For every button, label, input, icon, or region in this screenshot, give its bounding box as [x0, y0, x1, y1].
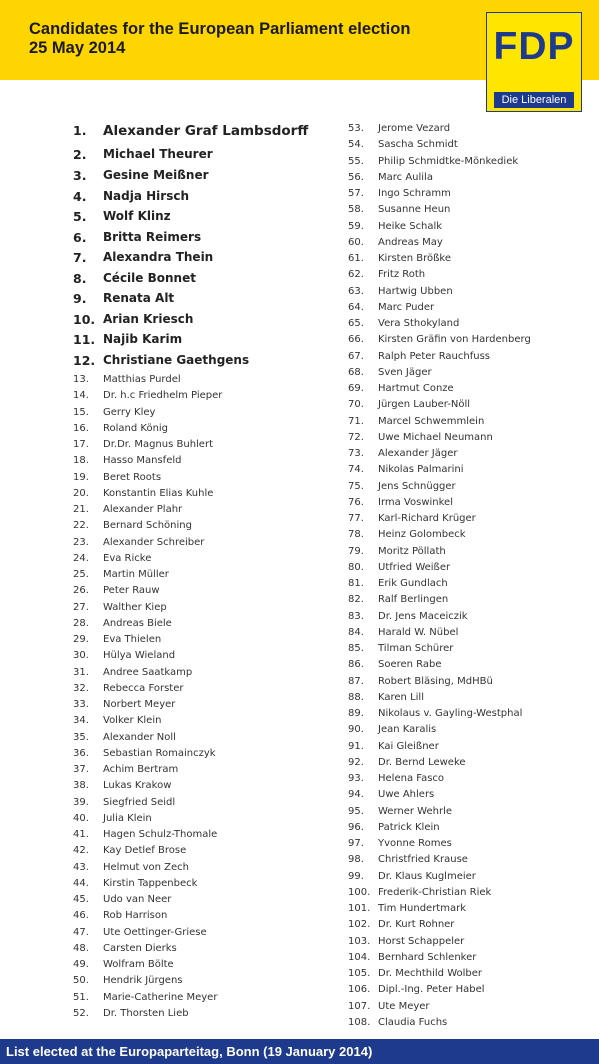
candidate-number: 19.: [73, 471, 89, 483]
candidate-number: 46.: [73, 910, 89, 922]
title-line-2: 25 May 2014: [29, 39, 126, 57]
candidate-number: 32.: [73, 682, 89, 694]
candidate-name: Ute Meyer: [378, 1000, 430, 1012]
candidate-name: Alexander Plahr: [103, 504, 183, 515]
candidate-name: Eva Thielen: [103, 634, 162, 645]
candidate-name: Hülya Wieland: [103, 650, 176, 662]
candidate-name: Udo van Neer: [103, 894, 172, 905]
candidate-number: 88.: [348, 691, 364, 703]
candidate-number: 69.: [348, 383, 364, 394]
candidate-number: 108.: [348, 1016, 371, 1028]
candidate-number: 11.: [73, 332, 96, 347]
candidate-name: Hagen Schulz-Thomale: [103, 829, 218, 840]
candidate-name: Dr. Bernd Leweke: [378, 756, 466, 768]
candidate-name: Alexander Schreiber: [103, 536, 205, 548]
candidate-number: 77.: [348, 513, 364, 524]
candidate-name: Bernard Schöning: [103, 520, 192, 532]
candidate-number: 26.: [73, 585, 89, 597]
candidate-number: 29.: [73, 634, 89, 645]
candidate-name: Peter Rauw: [103, 585, 160, 597]
candidate-number: 97.: [348, 838, 364, 849]
candidate-number: 60.: [348, 236, 364, 248]
candidate-name: Yvonne Romes: [378, 838, 452, 849]
candidate-number: 81.: [348, 578, 364, 589]
candidate-number: 49.: [73, 959, 89, 970]
candidate-name: Moritz Pöllath: [378, 545, 446, 557]
candidate-name: Marcel Schwemmlein: [378, 415, 485, 427]
candidate-name: Frederik-Christian Riek: [378, 886, 492, 898]
candidate-number: 20.: [73, 487, 89, 499]
candidate-name: Dr.Dr. Magnus Buhlert: [103, 439, 213, 450]
candidate-name: Jean Karalis: [378, 724, 437, 736]
candidate-number: 6.: [73, 230, 87, 245]
candidate-number: 10.: [73, 312, 96, 327]
candidate-name: Norbert Meyer: [103, 699, 176, 710]
candidate-name: Hartmut Conze: [378, 383, 454, 394]
candidate-number: 105.: [348, 968, 371, 979]
candidate-name: Vera Sthokyland: [378, 318, 460, 329]
candidate-number: 54.: [348, 139, 364, 151]
candidate-name: Susanne Heun: [378, 204, 451, 216]
candidate-name: Tilman Schürer: [378, 643, 454, 654]
candidate-name: Patrick Klein: [378, 821, 440, 833]
candidate-name: Roland König: [103, 422, 169, 434]
candidate-number: 38.: [73, 780, 89, 792]
fdp-logo: [486, 12, 582, 112]
candidate-name: Gesine Meißner: [103, 168, 209, 182]
candidate-name: Siegfried Seidl: [103, 796, 176, 808]
candidate-name: Soeren Rabe: [378, 659, 442, 671]
candidate-name: Kay Detlef Brose: [103, 845, 187, 857]
candidate-number: 75.: [348, 480, 364, 492]
candidate-number: 71.: [348, 415, 364, 427]
candidate-number: 39.: [73, 796, 89, 808]
candidate-name: Arian Kriesch: [103, 312, 194, 326]
candidate-name: Kirsten Gräfin von Hardenberg: [378, 334, 531, 346]
candidate-name: Martin Müller: [103, 569, 169, 580]
candidate-number: 56.: [348, 171, 364, 183]
candidate-name: Beret Roots: [103, 471, 162, 483]
candidate-number: 78.: [348, 529, 364, 541]
candidate-name: Robert Bläsing, MdHBü: [378, 675, 493, 687]
candidate-name: Karen Lill: [378, 691, 424, 703]
candidate-name: Jürgen Lauber-Nöll: [378, 399, 471, 411]
candidate-name: Carsten Dierks: [103, 942, 177, 954]
candidate-name: Achim Bertram: [103, 764, 179, 775]
candidate-name: Nikolas Palmarini: [378, 464, 464, 476]
candidate-name: Kirsten Brößke: [378, 253, 452, 264]
candidate-number: 64.: [348, 301, 364, 313]
candidate-number: 65.: [348, 318, 364, 329]
candidate-name: Helena Fasco: [378, 773, 445, 784]
candidate-number: 96.: [348, 821, 364, 833]
footer-bar: [0, 1039, 599, 1064]
candidate-number: 100.: [348, 886, 371, 898]
candidate-number: 33.: [73, 699, 89, 710]
candidate-number: 66.: [348, 334, 364, 346]
candidate-name: Alexandra Thein: [103, 250, 214, 264]
candidate-name: Ingo Schramm: [378, 188, 451, 199]
candidate-name: Alexander Jäger: [378, 448, 458, 459]
candidate-name: Bernhard Schlenker: [378, 951, 477, 963]
candidate-number: 25.: [73, 569, 89, 580]
candidate-name: Ute Oettinger-Griese: [103, 926, 207, 938]
candidate-number: 84.: [348, 626, 364, 638]
candidate-name: Renata Alt: [103, 291, 175, 305]
candidate-name: Christfried Krause: [378, 854, 468, 866]
candidate-name: Gerry Kley: [103, 406, 156, 418]
candidate-number: 82.: [348, 594, 364, 606]
candidate-number: 79.: [348, 545, 364, 557]
candidate-number: 2.: [73, 147, 87, 162]
footer-note: List elected at the Europaparteitag, Bonn (19 January 2014): [6, 1044, 373, 1059]
candidate-number: 51.: [73, 991, 89, 1003]
candidate-name: Rob Harrison: [103, 910, 168, 922]
candidate-number: 30.: [73, 650, 89, 662]
candidate-number: 102.: [348, 919, 371, 931]
candidate-name: Horst Schappeler: [378, 935, 465, 947]
candidate-name: Andreas Biele: [103, 617, 172, 629]
candidate-number: 74.: [348, 464, 364, 476]
candidate-number: 44.: [73, 877, 89, 889]
logo-tagline: Die Liberalen: [494, 92, 574, 108]
candidate-number: 28.: [73, 617, 89, 629]
candidate-number: 16.: [73, 422, 89, 434]
candidate-name: Rebecca Forster: [103, 682, 184, 694]
candidate-number: 9.: [73, 291, 87, 306]
candidate-number: 21.: [73, 504, 89, 515]
candidate-name: Dr. Jens Maceiczik: [378, 610, 468, 622]
candidate-name: Dr. Kurt Rohner: [378, 919, 455, 931]
candidate-number: 90.: [348, 724, 364, 736]
candidate-name: Eva Ricke: [103, 552, 152, 564]
candidate-name: Andreas May: [378, 236, 443, 248]
candidate-number: 94.: [348, 789, 364, 801]
candidate-name: Helmut von Zech: [103, 861, 190, 873]
candidate-number: 53.: [348, 123, 364, 134]
candidate-number: 3.: [73, 168, 87, 183]
candidate-number: 99.: [348, 870, 364, 882]
candidate-name: Konstantin Elias Kuhle: [103, 487, 214, 499]
candidate-name: Christiane Gaethgens: [103, 353, 250, 367]
candidate-number: 48.: [73, 942, 89, 954]
candidate-name: Dipl.-Ing. Peter Habel: [378, 984, 485, 996]
candidate-number: 72.: [348, 431, 364, 443]
candidate-name: Dr. Thorsten Lieb: [103, 1007, 189, 1019]
candidate-name: Tim Hundertmark: [378, 903, 466, 914]
candidate-name: Jens Schnügger: [378, 480, 456, 492]
candidate-name: Dr. Mechthild Wolber: [378, 968, 483, 979]
candidate-name: Britta Reimers: [103, 230, 202, 244]
candidate-number: 4.: [73, 189, 87, 204]
candidate-name: Karl-Richard Krüger: [378, 513, 476, 524]
candidate-name: Kai Gleißner: [378, 740, 439, 752]
candidate-name: Ralph Peter Rauchfuss: [378, 350, 490, 362]
candidate-number: 93.: [348, 773, 364, 784]
candidate-number: 86.: [348, 659, 364, 671]
candidate-name: Nadja Hirsch: [103, 189, 189, 203]
candidate-name: Alexander Noll: [103, 731, 176, 743]
candidate-number: 101.: [348, 903, 371, 914]
candidate-number: 23.: [73, 536, 89, 548]
candidate-number: 70.: [348, 399, 364, 411]
candidate-number: 5.: [73, 209, 87, 224]
candidate-name: Jerome Vezard: [378, 123, 451, 134]
candidate-name: Irma Voswinkel: [378, 496, 453, 508]
candidate-number: 14.: [73, 390, 89, 402]
candidate-name: Claudia Fuchs: [378, 1016, 448, 1028]
candidate-name: Erik Gundlach: [378, 578, 448, 589]
candidate-name: Wolfram Bölte: [103, 959, 174, 970]
candidate-name: Walther Kiep: [103, 601, 167, 613]
candidate-name: Fritz Roth: [378, 269, 426, 281]
candidate-number: 89.: [348, 708, 364, 719]
candidate-name: Najib Karim: [103, 332, 183, 346]
candidate-number: 7.: [73, 250, 87, 265]
candidate-name: Nikolaus v. Gayling-Westphal: [378, 708, 523, 719]
candidate-name: Wolf Klinz: [103, 209, 171, 223]
candidate-name: Uwe Michael Neumann: [378, 431, 493, 443]
candidate-name: Matthias Purdel: [103, 374, 181, 385]
candidate-number: 80.: [348, 561, 364, 573]
candidate-number: 85.: [348, 643, 364, 654]
candidate-number: 41.: [73, 829, 89, 840]
candidate-name: Sascha Schmidt: [378, 139, 458, 151]
candidate-number: 106.: [348, 984, 371, 996]
candidate-number: 50.: [73, 975, 89, 987]
candidate-name: Heike Schalk: [378, 220, 443, 232]
candidate-name: Andree Saatkamp: [103, 666, 193, 678]
logo-wordmark: FDP: [493, 25, 575, 68]
candidate-name: Dr. h.c Friedhelm Pieper: [103, 390, 223, 402]
candidate-name: Ralf Berlingen: [378, 594, 449, 606]
candidate-number: 62.: [348, 269, 364, 281]
candidate-name: Volker Klein: [103, 715, 162, 727]
candidate-name: Sven Jäger: [378, 366, 432, 378]
candidate-number: 34.: [73, 715, 89, 727]
candidate-name: Dr. Klaus Kuglmeier: [378, 870, 476, 882]
candidate-number: 36.: [73, 747, 89, 759]
candidate-number: 58.: [348, 204, 364, 216]
candidate-number: 35.: [73, 731, 89, 743]
candidate-number: 31.: [73, 666, 89, 678]
candidate-number: 98.: [348, 854, 364, 866]
candidate-number: 92.: [348, 756, 364, 768]
candidate-name: Hasso Mansfeld: [103, 455, 182, 467]
candidate-name: Marc Puder: [378, 301, 435, 313]
candidate-number: 91.: [348, 740, 364, 752]
candidate-name: Harald W. Nübel: [378, 626, 459, 638]
candidate-number: 57.: [348, 188, 364, 199]
candidate-name: Philip Schmidtke-Mönkediek: [378, 155, 519, 167]
candidate-name: Michael Theurer: [103, 147, 213, 161]
candidate-number: 73.: [348, 448, 364, 459]
candidate-number: 22.: [73, 520, 89, 532]
candidate-number: 76.: [348, 496, 364, 508]
candidate-number: 47.: [73, 926, 89, 938]
candidate-number: 107.: [348, 1000, 371, 1012]
candidate-number: 103.: [348, 935, 371, 947]
candidate-number: 83.: [348, 610, 364, 622]
title-line-1: Candidates for the European Parliament election: [29, 20, 411, 38]
candidate-number: 42.: [73, 845, 89, 857]
candidate-number: 45.: [73, 894, 89, 905]
candidate-name: Marie-Catherine Meyer: [103, 991, 218, 1003]
candidate-name: Heinz Golombeck: [378, 529, 466, 541]
candidate-name: Julia Klein: [103, 812, 152, 824]
candidate-number: 27.: [73, 601, 89, 613]
candidate-number: 18.: [73, 455, 89, 467]
candidate-number: 63.: [348, 285, 364, 297]
candidate-name: Hartwig Ubben: [378, 285, 453, 297]
candidate-number: 68.: [348, 366, 364, 378]
candidate-number: 59.: [348, 220, 364, 232]
candidate-name: Werner Wehrle: [378, 805, 453, 817]
candidate-number: 87.: [348, 675, 364, 687]
candidate-number: 12.: [73, 353, 96, 368]
candidate-name: Alexander Graf Lambsdorff: [103, 123, 309, 139]
candidate-name: Lukas Krakow: [103, 780, 172, 792]
candidate-number: 52.: [73, 1007, 89, 1019]
candidate-number: 24.: [73, 552, 89, 564]
page-title: [29, 20, 410, 58]
candidate-name: Marc Aulila: [378, 171, 433, 183]
candidate-number: 61.: [348, 253, 364, 264]
candidate-number: 104.: [348, 951, 371, 963]
candidate-name: Cécile Bonnet: [103, 271, 196, 285]
candidate-number: 13.: [73, 374, 89, 385]
candidate-name: Uwe Ahlers: [378, 789, 435, 801]
candidate-number: 1.: [73, 123, 87, 138]
candidate-name: Sebastian Romainczyk: [103, 747, 216, 759]
candidate-number: 17.: [73, 439, 89, 450]
candidate-number: 95.: [348, 805, 364, 817]
candidate-number: 8.: [73, 271, 87, 286]
candidate-number: 15.: [73, 406, 89, 418]
candidate-name: Kirstin Tappenbeck: [103, 877, 198, 889]
candidate-number: 43.: [73, 861, 89, 873]
candidate-name: Utfried Weißer: [378, 561, 451, 573]
candidate-number: 55.: [348, 155, 364, 167]
candidate-number: 67.: [348, 350, 364, 362]
candidate-number: 40.: [73, 812, 89, 824]
candidate-name: Hendrik Jürgens: [103, 975, 183, 987]
candidate-number: 37.: [73, 764, 89, 775]
